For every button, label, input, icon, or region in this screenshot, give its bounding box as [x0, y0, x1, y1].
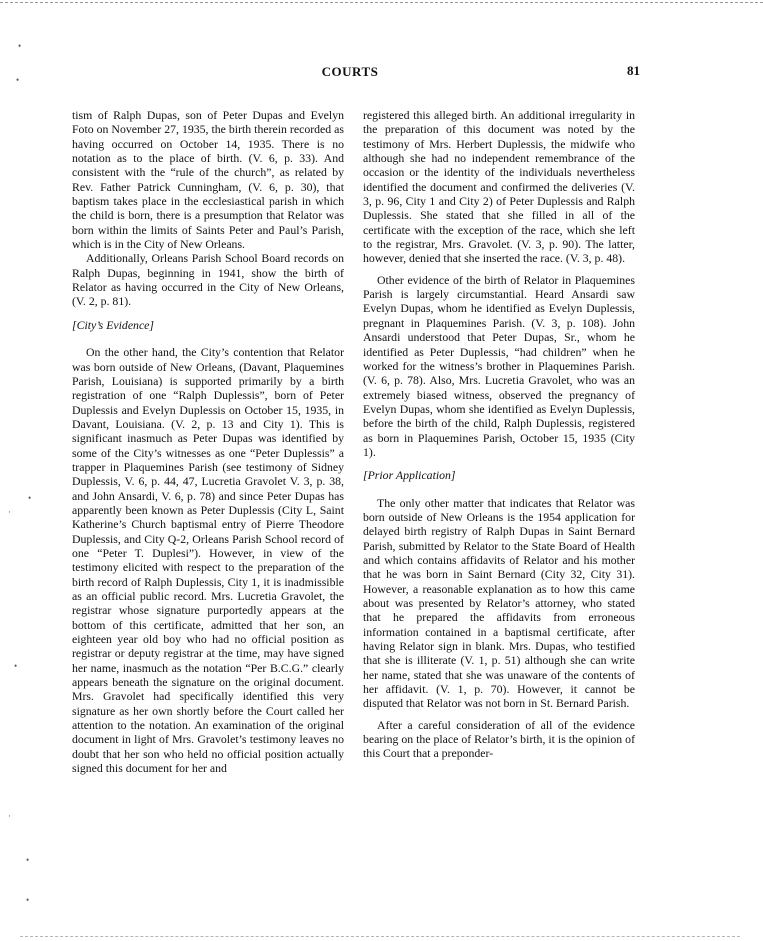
- running-header-title: COURTS: [321, 64, 379, 79]
- scan-speck: •: [16, 75, 20, 85]
- left-paragraph-3: On the other hand, the City’s contention that Relator was born outside of New Orleans, (Davant, Plaquemines Parish, Louisiana) is supported primarily by a birth registration of one “Ralph Duplessis”, born of Peter Duplessis and Evelyn Duplessis on October 15, 1935, in Davant, Louisiana. (V. 2, p. 13 and City 1). This is significant inasmuch as Peter Dupas was identified by some of the City’s witnesses as one “Peter Duplessis” a trapper in Plaquemines Parish (see testimony of Sidney Duplessis, V. 6, p. 44, 47, Lucretia Gravolet V. 3, p. 38, and John Ansardi, V. 6, p. 78) and since Peter Dupas has apparently been known as Peter Duplessis (City L, Saint Katherine’s Church baptismal entry of Pierre Theodore Duplessis, and City Q-2, Orleans Parish School record of one “Peter T. Duplesi”). However, in view of the testimony elicited with respect to the preparation of the birth record of Ralph Duplessis, City 1, it is inadmissible as an official public record. Mrs. Lucretia Gravolet, the registrar whose signature purportedly appears at the bottom of this certificate, admitted that her son, an eighteen year old boy who had no official position as registrar or deputy registrar at the time, may have signed her name, inasmuch as the notation “Per B.C.G.” clearly appears beneath the signature on the original document. Mrs. Gravolet had specifically identified this very signature as her own shortly before the Court called her attention to the notation. An examination of the original document in light of Mrs. Gravolet’s testimony leaves no doubt that her son who held no official position actually signed this document for her and: [72, 345, 344, 776]
- right-paragraph-1: registered this alleged birth. An additional irregularity in the preparation of this document was noted by the testimony of Mrs. Herbert Duplessis, the midwife who although she had no independent remembrance of the occasion or the identity of the individuals nevertheless identified the document and confirmed the deliveries (V. 3, p. 96, City 1 and City 2) of Peter Duplessis and Ralph Duplessis. She stated that she filled in all of the certificate with the exception of the race, which she left to the registrar, Mrs. Gravolet. (V. 3, p. 90). The latter, however, denied that she inserted the race. (V. 3, p. 48).: [363, 108, 635, 266]
- section-heading-citys-evidence: [City’s Evidence]: [72, 317, 155, 332]
- scan-speck: •: [28, 493, 32, 503]
- page-number: 81: [627, 63, 640, 78]
- left-paragraph-2: Additionally, Orleans Parish School Board records on Ralph Dupas, beginning in 1941, show the birth of Relator as having occurred in the City of New Orleans, (V. 2, p. 81).: [72, 251, 344, 309]
- top-scan-edge: [0, 2, 763, 3]
- left-column: [72, 108, 344, 775]
- right-paragraph-4: After a careful consideration of all of the evidence bearing on the place of Relator’s birth, it is the opinion of this Court that a preponder-: [363, 717, 635, 761]
- right-paragraph-2: Other evidence of the birth of Relator in Plaquemines Parish is largely circumstantial. Heard Ansardi saw Evelyn Dupas, whom he identified as Evelyn Duplessis, pregnant in Plaquemines Parish. (V. 3, p. 108). John Ansardi understood that Peter Dupas, Sr., whom he identified as Peter Duplessis, “had children” when he worked for the witness’s brother in Plaquemines Parish. (V. 6, p. 78). Also, Mrs. Lucretia Gravolet, who was an extremely biased witness, observed the pregnancy of Evelyn Dupas, whom she identified as Evelyn Duplessis, before the birth of the child, Ralph Duplessis, registered as born in Plaquemines Parish, October 15, 1935 (City 1).: [363, 272, 635, 459]
- scan-speck: •: [26, 895, 30, 905]
- right-paragraph-3: The only other matter that indicates that Relator was born outside of New Orleans is the 1954 application for delayed birth registry of Ralph Dupas in Saint Bernard Parish, submitted by Relator to the State Board of Health and which contains affidavits of Relator and his mother that he was born in Saint Bernard (City 32, City 31). However, a reasonable explanation as to how this came about was presented by Relator’s attorney, who stated that he prepared the affidavits from erroneous information contained in a baptismal certificate, after having Relator sign in blank. Mrs. Dupas, who testified that she is illiterate (V. 1, p. 51) although she can write her name, stated that she was unaware of the contents of her affidavit. (V. 1, p. 70). However, it cannot be disputed that Relator was not born in St. Bernard Parish.: [363, 495, 635, 711]
- bottom-scan-edge: [20, 936, 740, 937]
- left-paragraph-1: tism of Ralph Dupas, son of Peter Dupas and Evelyn Foto on November 27, 1935, the birth therein recorded as having occurred on October 14, 1935. There is no notation as to the place of birth. (V. 6, p. 33). And consistent with the “rule of the church”, as related by Rev. Father Patrick Cunningham, (V. 6, p. 30), that baptism takes place in the ecclesiastical parish in which the child is born, there is a presumption that Relator was born within the limits of Saints Peter and Paul’s Parish, which is in the City of New Orleans.: [72, 108, 344, 252]
- section-heading-prior-application: [Prior Application]: [363, 468, 456, 483]
- right-column: [363, 108, 635, 761]
- scan-speck: •: [14, 661, 18, 671]
- scan-speck: •: [26, 855, 30, 865]
- scan-speck: •: [18, 41, 22, 51]
- scan-speck: ·: [8, 507, 11, 517]
- scan-speck: ·: [8, 811, 11, 821]
